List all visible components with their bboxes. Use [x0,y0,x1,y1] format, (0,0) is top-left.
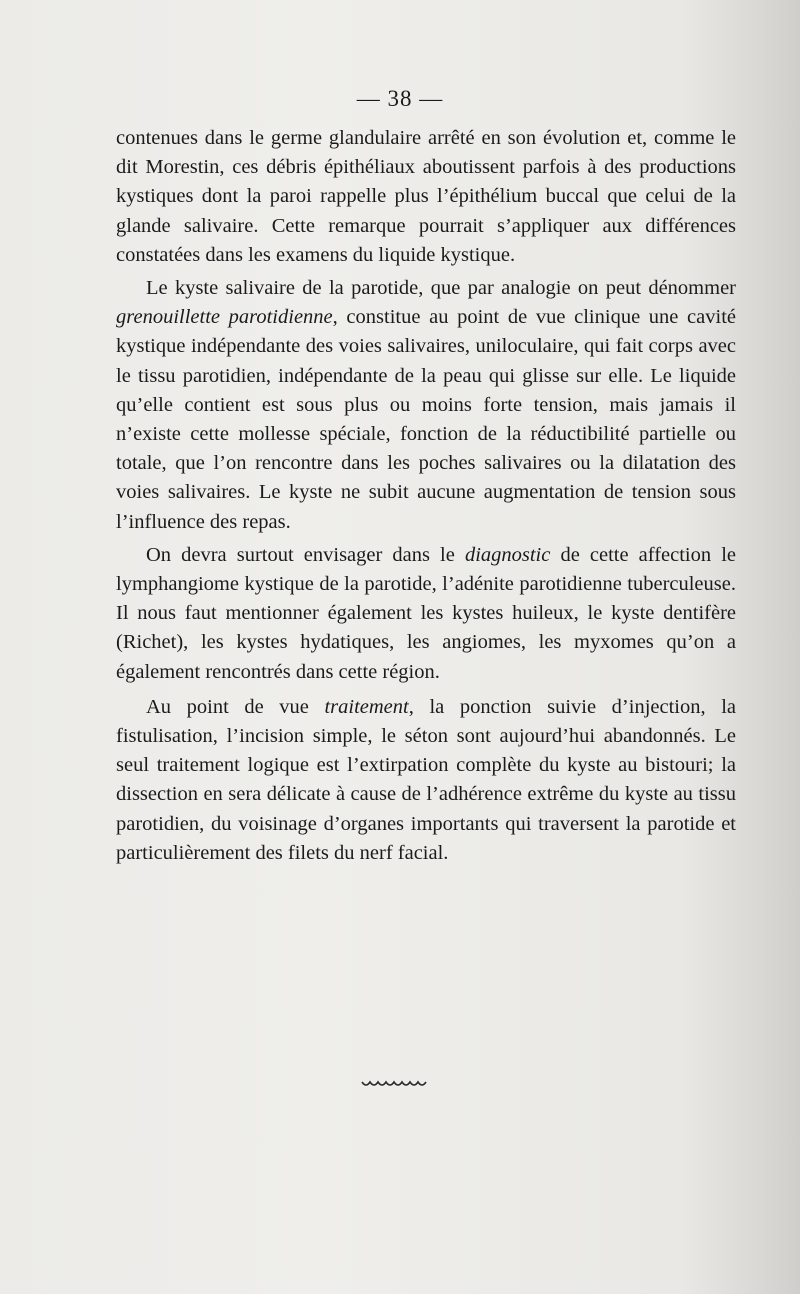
italic-term: diagnostic [464,543,551,566]
paragraph-text: Au point de vue [146,695,325,718]
italic-term: grenouillette parotidienne [116,306,333,329]
paragraph-text: contenues dans le germe glandulaire arrêté en son évolution et, comme le dit Morestin, ces débris épithéliaux aboutissent parfois à des productions kystiques dont la paroi rappelle plus l’épithélium buccal que celui de la glande salivaire. Cette remarque pourrait s’appliquer aux différences constatées dans les examens du liquide kystique. [116,127,736,266]
body-text [116,124,736,868]
paragraph-text: , la ponction suivie d’injection, la fistulisation, l’incision simple, le séton sont aujourd’hui abandonnés. Le seul traitement logique est l’extirpation complète du kyste au bistouri; la dissection en sera délicate à cause de l’adhérence extrême du kyste au tissu parotidien, du voisinage d’organes importants qui traversent la parotide et particulièrement des filets du nerf facial. [116,695,736,864]
paragraph [116,693,736,868]
ornament-flourish [360,1078,440,1090]
paragraph [116,124,736,270]
paragraph [116,541,736,687]
paragraph-text: , constitue au point de vue clinique une cavité kystique indépendante des voies salivaires, uniloculaire, qui fait corps avec le tissu parotidien, indépendante de la peau qui glisse sur elle. Le liquide qu’elle contient est sous plus ou moins forte tension, mais jamais il n’existe cette mollesse spéciale, fonction de la réductibilité partielle ou totale, que l’on rencontre dans les poches salivaires ou la dilatation des voies salivaires. Le kyste ne subit aucune augmentation de tension sous l’influence des repas. [116,306,736,533]
paragraph-text: de cette affection le lymphangiome kystique de la parotide, l’adénite parotidienne tuberculeuse. Il nous faut mentionner également les kystes huileux, le kyste dentifère (Richet), les kystes hydatiques, les angiomes, les myxomes qu’on a également rencontrés dans cette région. [116,543,736,683]
paragraph [116,274,736,537]
italic-term: traitement [324,695,409,718]
end-ornament [0,1078,800,1095]
page-number: — 38 — [356,86,444,111]
paragraph-text: Le kyste salivaire de la parotide, que par analogie on peut dénommer [146,277,736,300]
paragraph-text: On devra surtout envisager dans le [146,543,465,566]
